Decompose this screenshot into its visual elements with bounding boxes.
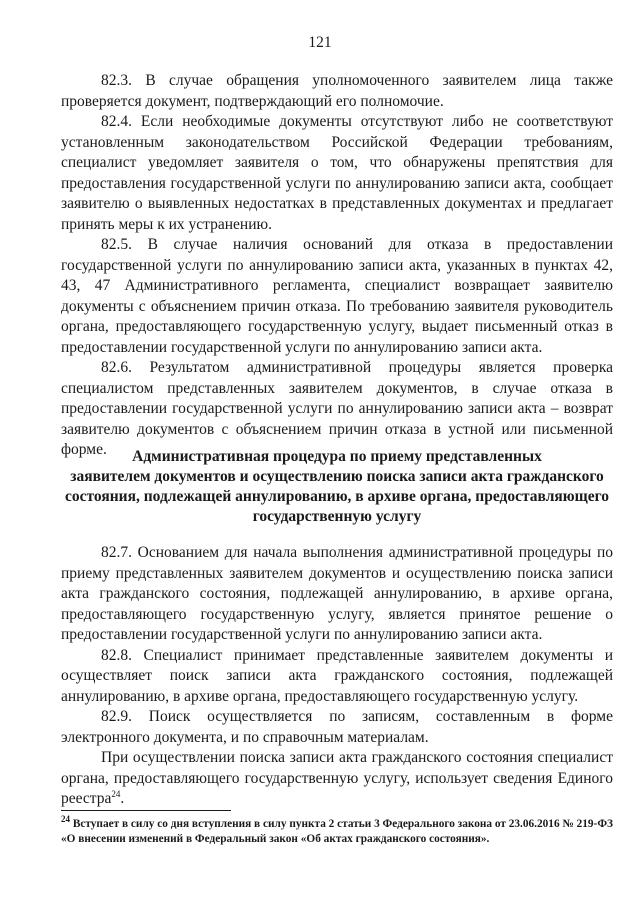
body-text-top [61, 71, 613, 461]
paragraph-search-info [61, 748, 613, 810]
section-heading [61, 447, 613, 527]
footnote-marker: 24 [61, 814, 70, 825]
heading-line: заявителем документов и осуществлению поиска записи акта гражданского [70, 468, 604, 485]
body-text-bottom [61, 543, 613, 810]
paragraph-82-4: 82.4. Если необходимые документы отсутствуют либо не соответствуют установленным законодательством Российской Федерации требованиям, специалист уведомляет заявителя о том, что обнаружены препятствия для предоставления государственной услуги по аннулированию записи акта, сообщает заявителю о выявленных недостатках в представленных документах и предлагает принять меры к их устранению. [61, 113, 613, 233]
footnote-ref: 24 [111, 788, 121, 799]
footnote-divider [61, 810, 231, 811]
paragraph-82-3: 82.3. В случае обращения уполномоченного заявителем лица также проверяется документ, подтверждающий его полномочие. [61, 72, 613, 110]
page-number: 121 [308, 34, 332, 51]
paragraph-82-6: 82.6. Результатом административной процедуры является проверка специалистом представленных заявителем документов, в случае отказа в предоставлении государственной услуги по аннулированию записи акта – возврат заявителю документов с объяснением причин отказа в устной или письменной форме. [61, 359, 613, 458]
paragraph-82-9: 82.9. Поиск осуществляется по записям, составленным в форме электронного документа, и по справочным материалам. [61, 708, 613, 746]
footnote [61, 814, 613, 846]
paragraph-82-5: 82.5. В случае наличия оснований для отказа в предоставлении государственной услуги по аннулированию записи акта, указанных в пунктах 42, 43, 47 Административного регламента, специалист возвращает заявителю документы с объяснением причин отказа. По требованию заявителя руководитель органа, предоставляющего государственную услугу, выдает письменный отказ в предоставлении государственной услуги по аннулированию записи акта. [61, 236, 613, 356]
heading-line: государственную услугу [252, 508, 422, 525]
heading-line: состояния, подлежащей аннулированию, в архиве органа, предоставляющего [64, 488, 610, 505]
paragraph-tail: . [120, 790, 125, 807]
heading-line: Административная процедура по приему представленных [132, 448, 542, 465]
paragraph-82-7: 82.7. Основанием для начала выполнения административной процедуры по приему представленных заявителем документов и осуществлению поиска записи акта гражданского состояния, подлежащей аннулированию, в архиве органа, предоставляющего государственную услугу, является принятое решение о предоставлении государственной услуги по аннулированию записи акта. [61, 544, 613, 643]
paragraph-search-text: При осуществлении поиска записи акта гражданского состояния специалист органа, предоставляющего государственную услугу, использует сведения Единого реестра [61, 749, 613, 807]
paragraph-82-8: 82.8. Специалист принимает представленные заявителем документы и осуществляет поиск записи акта гражданского состояния, подлежащей аннулированию, в архиве органа, предоставляющего государственную услугу. [61, 646, 613, 705]
footnote-text: Вступает в силу со дня вступления в силу пункта 2 статьи 3 Федерального закона от 23.06.2016 № 219-ФЗ «О внесении изменений в Федеральный закон «Об актах гражданского состояния». [61, 818, 613, 845]
